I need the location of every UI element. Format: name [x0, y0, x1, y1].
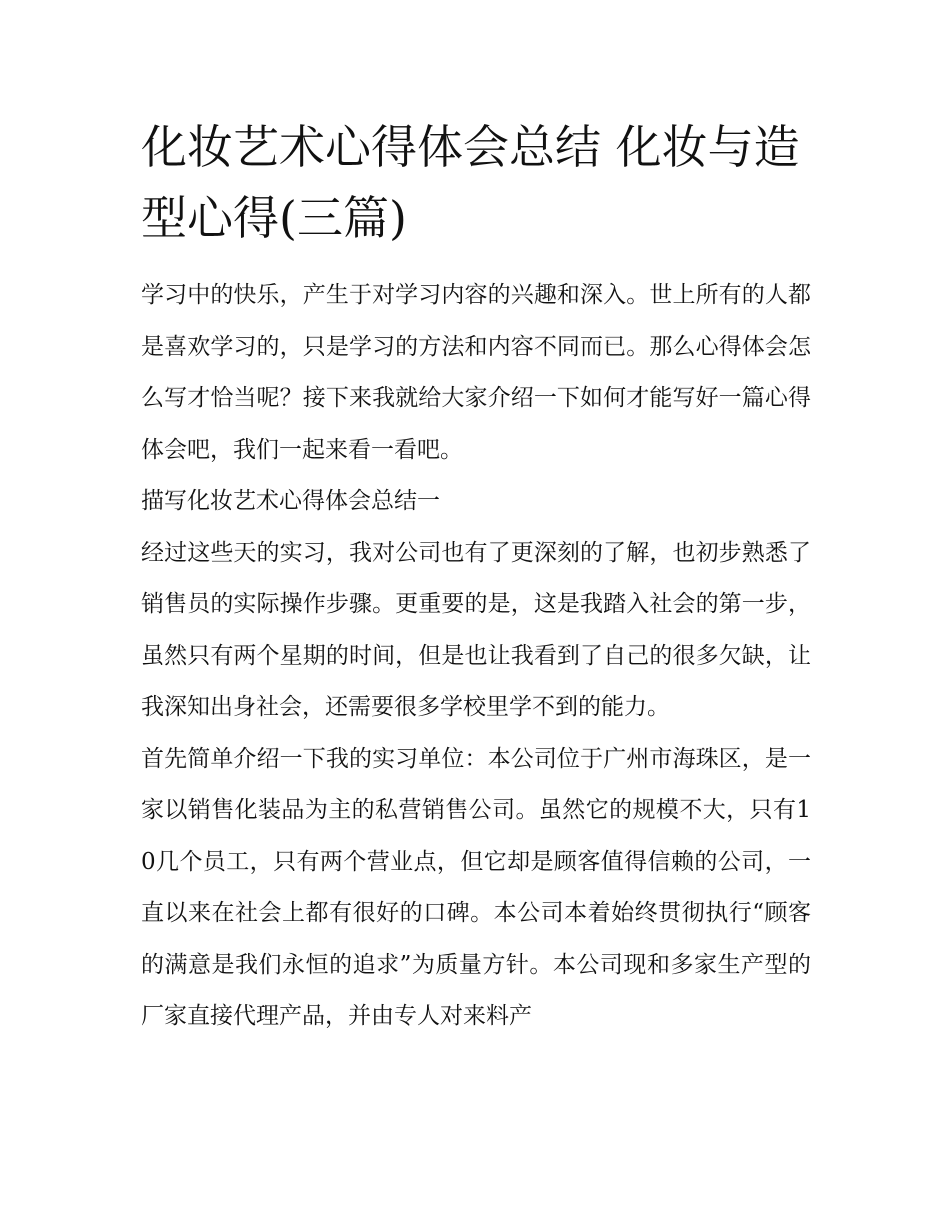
- document-title: 化妆艺术心得体会总结 化妆与造型心得(三篇): [141, 120, 800, 245]
- section-heading: 描写化妆艺术心得体会总结一: [141, 488, 440, 514]
- paragraph-company: 首先简单介绍一下我的实习单位：本公司位于广州市海珠区，是一家以销售化装品为主的私营销售公司。虽然它的规模不大，只有10几个员工，只有两个营业点，但它却是顾客值得信赖的公司，一直以来在社会上都有很好的口碑。本公司本着始终贯彻执行“顾客的满意是我们永恒的追求”为质量方针。本公司现和多家生产型的厂家直接代理产品，并由专人对来料产: [141, 745, 811, 1029]
- paragraph-internship: 经过这些天的实习，我对公司也有了更深刻的了解，也初步熟悉了销售员的实际操作步骤。更重要的是，这是我踏入社会的第一步，虽然只有两个星期的时间，但是也让我看到了自己的很多欠缺，让我深知出身社会，还需要很多学校里学不到的能力。: [141, 539, 811, 720]
- paragraph-intro: 学习中的快乐，产生于对学习内容的兴趣和深入。世上所有的人都是喜欢学习的，只是学习的方法和内容不同而已。那么心得体会怎么写才恰当呢？接下来我就给大家介绍一下如何才能写好一篇心得体会吧，我们一起来看一看吧。: [141, 282, 811, 463]
- document-page: [141, 112, 811, 1043]
